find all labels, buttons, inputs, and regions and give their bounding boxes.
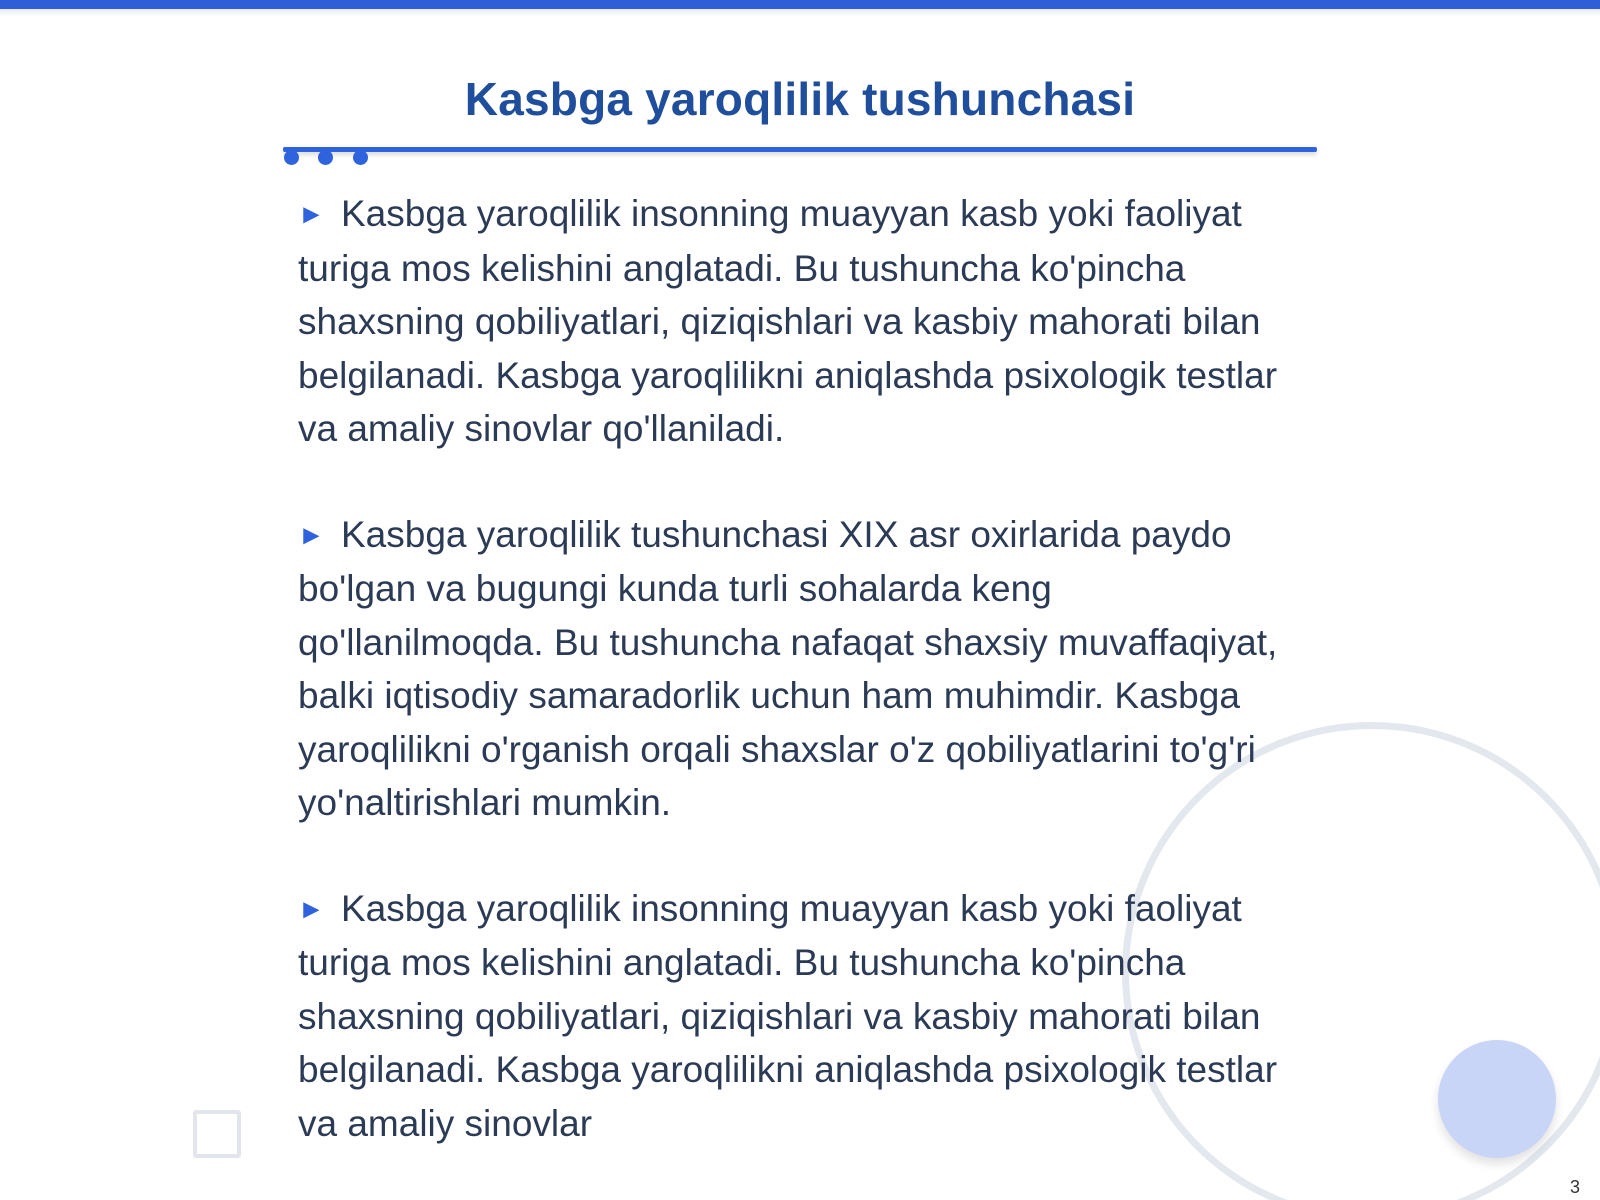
bullet-text: Kasbga yaroqlilik insonning muayyan kasb yoki faoliyat turiga mos kelishini anglatadi. Bu tushuncha ko'pincha shaxsning qobiliyatlari, qiziqishlari va kasbiy mahorati bilan belgilanadi. Kasbga yaroqlilikni aniqlashda psixologik testlar va amaliy sinovlar qo'llaniladi. bbox=[298, 193, 1278, 449]
underline-dot bbox=[353, 150, 368, 165]
bullet-item bbox=[298, 187, 1288, 456]
bullet-text: Kasbga yaroqlilik insonning muayyan kasb yoki faoliyat turiga mos kelishini anglatadi. Bu tushuncha ko'pincha shaxsning qobiliyatlari, qiziqishlari va kasbiy mahorati bilan belgilanadi. Kasbga yaroqlilikni aniqlashda psixologik testlar va amaliy sinovlar bbox=[298, 887, 1278, 1144]
bullet-arrow-icon: ► bbox=[298, 199, 325, 229]
slide-title: Kasbga yaroqlilik tushunchasi bbox=[464, 73, 1136, 125]
page-number: 3 bbox=[1569, 1177, 1580, 1197]
top-bar-shadow bbox=[0, 9, 1600, 17]
title-underline bbox=[283, 147, 1317, 152]
bullet-arrow-icon: ► bbox=[298, 519, 325, 550]
bullet-item bbox=[298, 882, 1288, 1151]
underline-dot bbox=[284, 150, 299, 165]
bullet-list bbox=[298, 187, 1288, 1200]
bullet-text: Kasbga yaroqlilik tushunchasi XIX asr oxirlarida paydo bo'lgan va bugungi kunda turli sohalarda keng qo'llanilmoqda. Bu tushuncha nafaqat shaxsiy muvaffaqiyat, balki iqtisodiy samaradorlik uchun ham muhimdir. Kasbga yaroqlilikni o'rganish orqali shaxslar o'z qobiliyatlarini to'g'ri yo'naltirishlari mumkin. bbox=[298, 513, 1278, 823]
decorative-square bbox=[193, 1110, 241, 1158]
top-accent-bar bbox=[0, 0, 1600, 9]
bullet-arrow-icon: ► bbox=[298, 893, 325, 924]
bullet-item bbox=[298, 508, 1288, 830]
underline-dot bbox=[318, 150, 333, 165]
decorative-circle bbox=[1438, 1040, 1556, 1158]
